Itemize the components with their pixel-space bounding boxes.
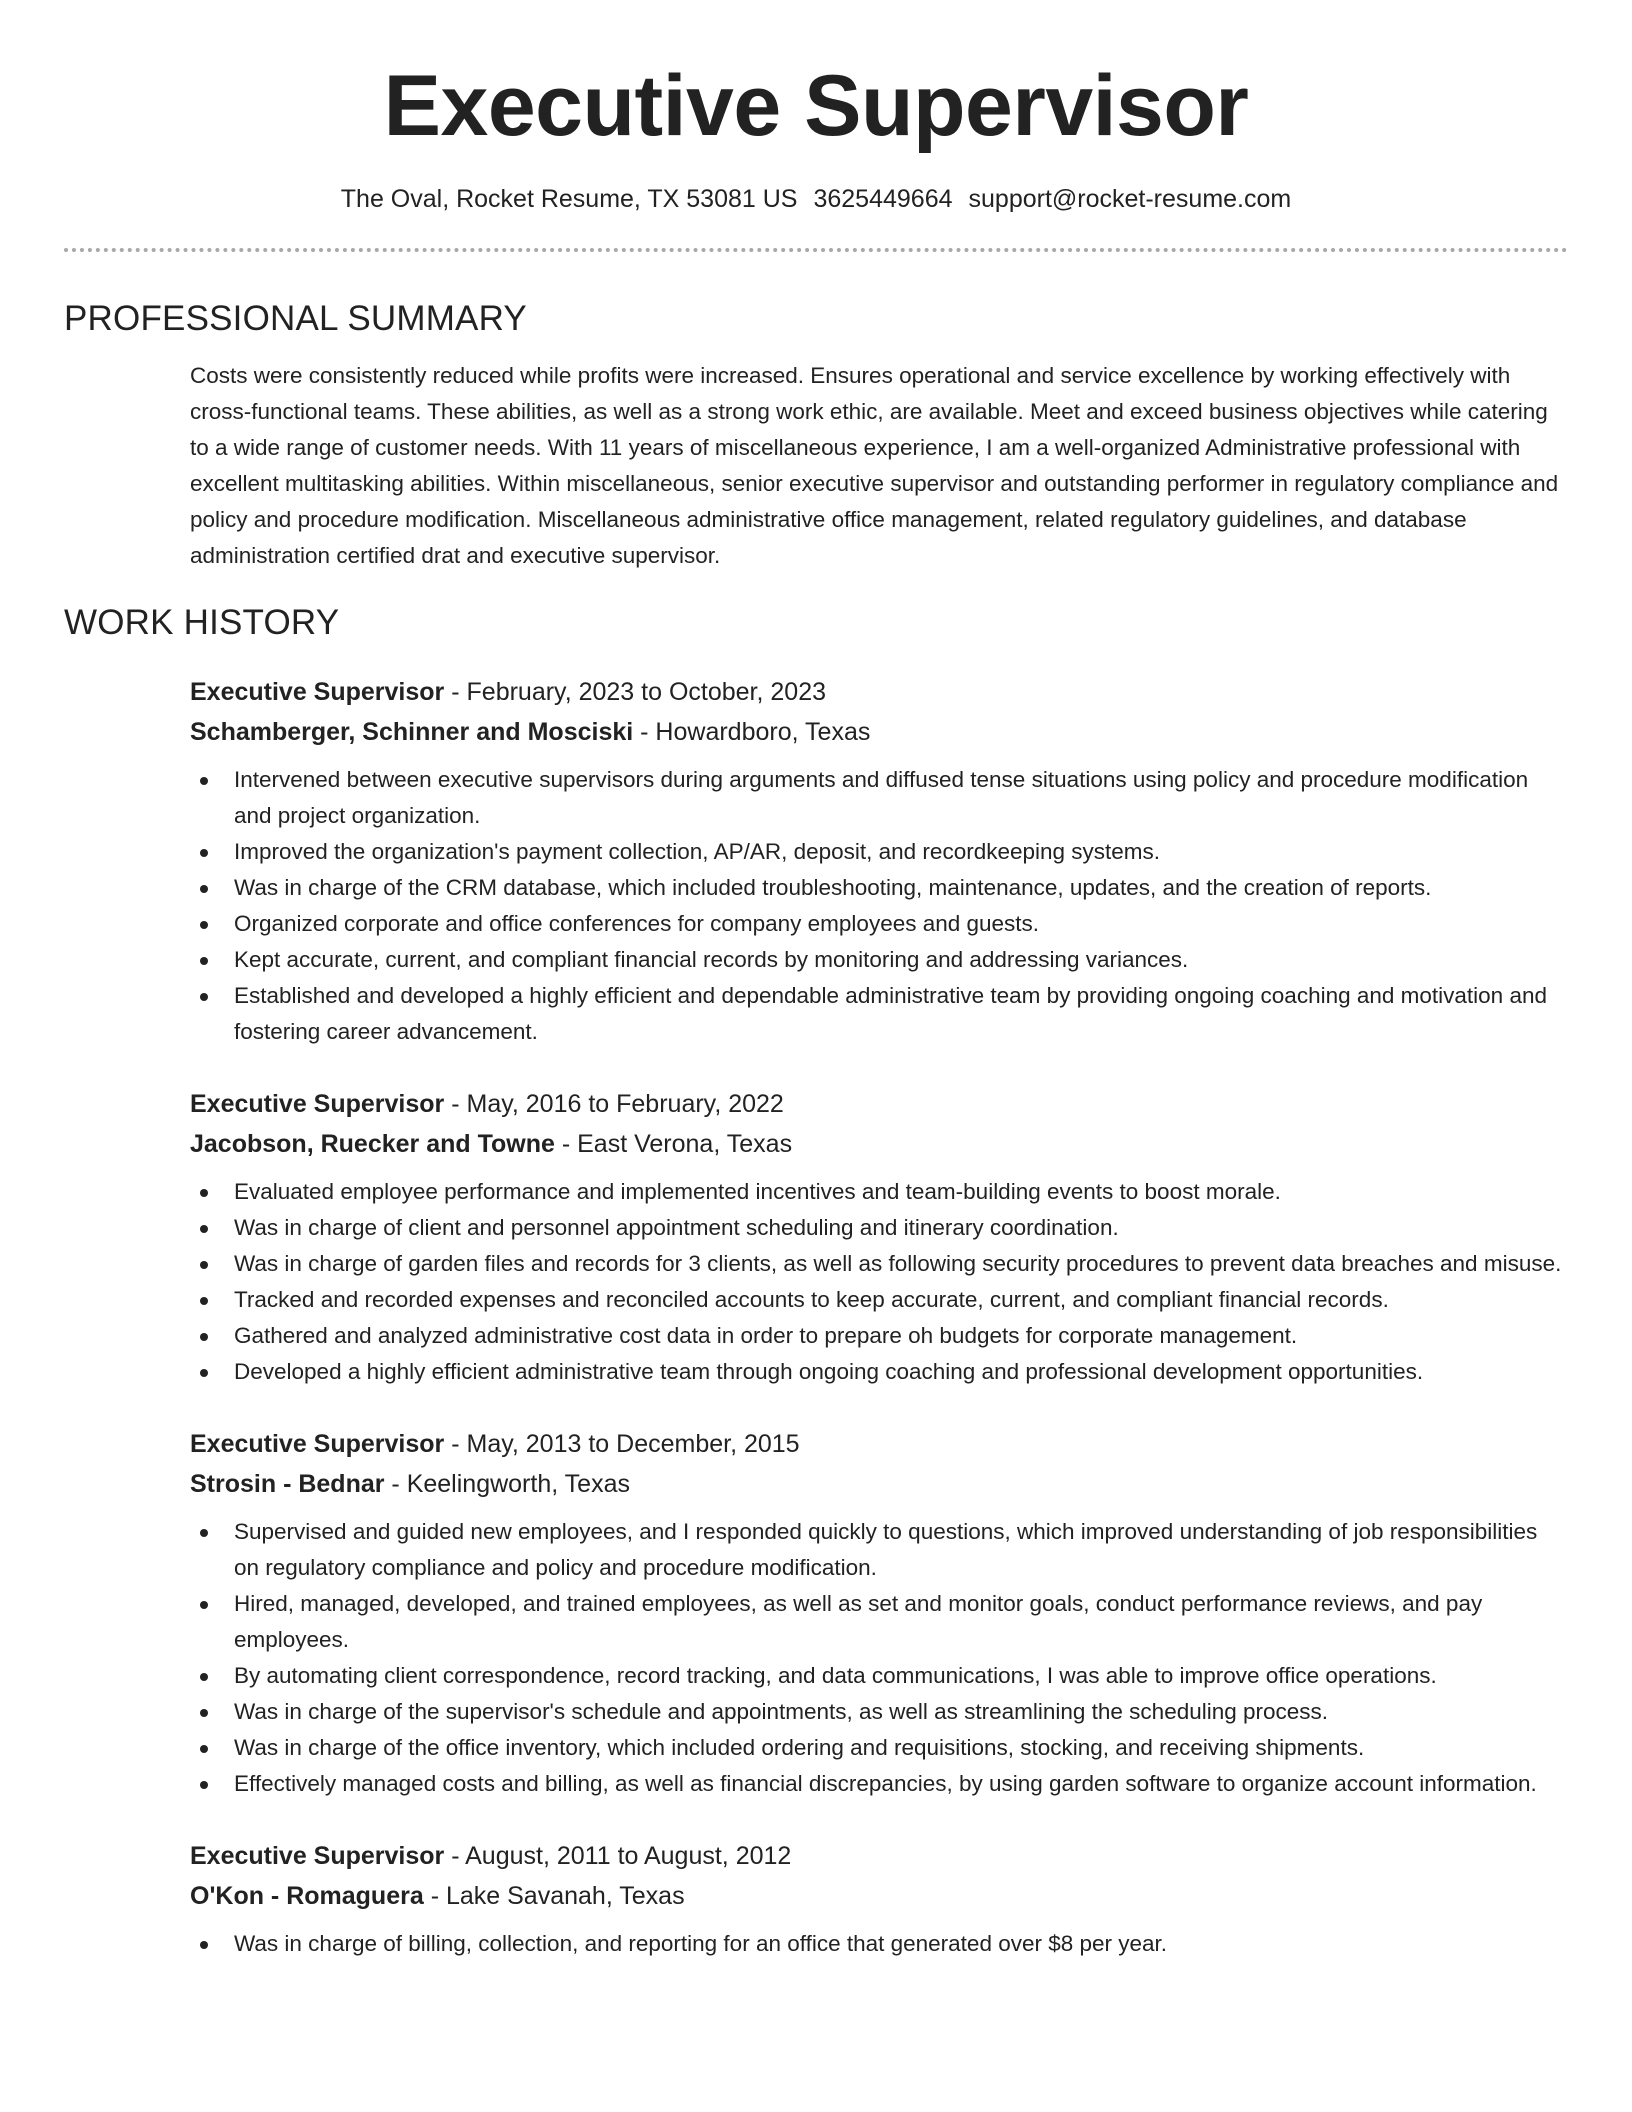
job-role: Executive Supervisor (190, 1430, 445, 1458)
contact-phone: 3625449664 (813, 185, 953, 213)
job-bullet-text: Was in charge of the supervisor's schedule and appointments, as well as streamlining the scheduling process. (234, 1699, 1329, 1724)
bullet-icon (200, 921, 208, 929)
job-bullet-text: Tracked and recorded expenses and reconciled accounts to keep accurate, current, and compliant financial records. (234, 1287, 1389, 1312)
job-bullet-text: Supervised and guided new employees, and I responded quickly to questions, which improved understanding of job responsibilities on regulatory compliance and policy and procedure modification. (234, 1519, 1538, 1580)
bullet-icon (200, 849, 208, 857)
bullet-icon (200, 1261, 208, 1269)
job-bullet-text: Gathered and analyzed administrative cost data in order to prepare oh budgets for corporate management. (234, 1323, 1298, 1348)
contact-address: The Oval, Rocket Resume, TX 53081 US (340, 185, 798, 213)
bullet-icon (200, 1529, 208, 1537)
bullet-icon (200, 957, 208, 965)
job-location: - Keelingworth, Texas (384, 1470, 630, 1498)
job-bullet (190, 906, 1568, 942)
job-bullet (190, 762, 1568, 834)
resume-name: Executive Supervisor (383, 58, 1249, 154)
bullet-icon (200, 1673, 208, 1681)
bullet-icon (200, 1333, 208, 1341)
job-bullet (190, 1926, 1568, 1962)
job-bullet (190, 1766, 1568, 1802)
job-location: - East Verona, Texas (554, 1130, 793, 1158)
job-bullet-text: Established and developed a highly efficient and dependable administrative team by providing ongoing coaching and motivation and fostering career advancement. (234, 983, 1547, 1044)
job-location: - Howardboro, Texas (633, 718, 871, 746)
job-bullet (190, 1318, 1568, 1354)
job-company-line (190, 1124, 1568, 1164)
job-company-line (190, 1876, 1568, 1916)
job-bullet-text: Was in charge of billing, collection, and reporting for an office that generated over $8 per year. (234, 1931, 1168, 1956)
job-company-line (190, 712, 1568, 752)
job-entry (190, 1424, 1568, 1802)
job-role: Executive Supervisor (190, 678, 445, 706)
header-divider (64, 248, 1568, 252)
job-bullet (190, 1246, 1568, 1282)
bullet-icon (200, 1709, 208, 1717)
bullet-icon (200, 1941, 208, 1949)
bullet-icon (200, 1781, 208, 1789)
job-title-line (190, 1836, 1568, 1876)
job-bullet-text: Kept accurate, current, and compliant financial records by monitoring and addressing variances. (234, 947, 1189, 972)
bullet-icon (200, 1189, 208, 1197)
job-bullet-text: By automating client correspondence, record tracking, and data communications, I was able to improve office operations. (234, 1663, 1437, 1688)
job-bullet-text: Was in charge of the CRM database, which included troubleshooting, maintenance, updates, and the creation of reports. (234, 875, 1432, 900)
job-title-line (190, 672, 1568, 712)
job-bullet (190, 870, 1568, 906)
job-bullet-text: Intervened between executive supervisors during arguments and diffused tense situations using policy and procedure modification and project organization. (234, 767, 1529, 828)
bullet-icon (200, 1369, 208, 1377)
job-bullet-text: Was in charge of the office inventory, which included ordering and requisitions, stocking, and receiving shipments. (234, 1735, 1365, 1760)
job-bullet-text: Was in charge of client and personnel appointment scheduling and itinerary coordination. (234, 1215, 1119, 1240)
job-bullet (190, 1730, 1568, 1766)
job-bullet-text: Was in charge of garden files and records for 3 clients, as well as following security procedures to prevent data breaches and misuse. (234, 1251, 1562, 1276)
job-bullet (190, 1514, 1568, 1586)
job-dates: - May, 2016 to February, 2022 (444, 1090, 784, 1118)
bullet-icon (200, 1601, 208, 1609)
job-bullet (190, 1210, 1568, 1246)
job-title-line (190, 1424, 1568, 1464)
summary-heading: PROFESSIONAL SUMMARY (64, 299, 527, 338)
job-entry (190, 1836, 1568, 1962)
job-bullet (190, 1354, 1568, 1390)
job-location: - Lake Savanah, Texas (423, 1882, 685, 1910)
bullet-icon (200, 1745, 208, 1753)
contact-line (64, 182, 1568, 216)
bullet-icon (200, 993, 208, 1001)
job-company-line (190, 1464, 1568, 1504)
work-history-list (190, 672, 1568, 1962)
job-bullet-text: Hired, managed, developed, and trained employees, as well as set and monitor goals, conduct performance reviews, and pay employees. (234, 1591, 1483, 1652)
job-role: Executive Supervisor (190, 1090, 445, 1118)
job-bullet (190, 942, 1568, 978)
job-company: Schamberger, Schinner and Mosciski (190, 718, 634, 746)
job-bullet-text: Developed a highly efficient administrative team through ongoing coaching and professional development opportunities. (234, 1359, 1424, 1384)
job-dates: - May, 2013 to December, 2015 (444, 1430, 800, 1458)
job-bullet-text: Improved the organization's payment collection, AP/AR, deposit, and recordkeeping systems. (234, 839, 1161, 864)
contact-email: support@rocket-resume.com (968, 185, 1292, 213)
resume-page (64, 0, 1568, 1962)
job-title-line (190, 1084, 1568, 1124)
job-role: Executive Supervisor (190, 1842, 445, 1870)
job-bullet (190, 978, 1568, 1050)
job-bullet-text: Effectively managed costs and billing, as well as financial discrepancies, by using garden software to organize account information. (234, 1771, 1537, 1796)
bullet-icon (200, 777, 208, 785)
job-bullet (190, 1694, 1568, 1730)
job-dates: - February, 2023 to October, 2023 (444, 678, 826, 706)
job-bullets (190, 1174, 1568, 1390)
job-bullet (190, 1658, 1568, 1694)
job-bullet (190, 1282, 1568, 1318)
work-history-heading: WORK HISTORY (64, 603, 340, 642)
job-bullet-text: Evaluated employee performance and implemented incentives and team-building events to boost morale. (234, 1179, 1281, 1204)
job-company: O'Kon - Romaguera (190, 1882, 424, 1910)
job-bullet (190, 1586, 1568, 1658)
summary-text: Costs were consistently reduced while profits were increased. Ensures operational and service excellence by working effectively with cross-functional teams. These abilities, as well as a strong work ethic, are available. Meet and exceed business objectives while catering to a wide range of customer needs. With 11 years of miscellaneous experience, I am a well-organized Administrative professional with excellent multitasking abilities. Within miscellaneous, senior executive supervisor and outstanding performer in regulatory compliance and policy and procedure modification. Miscellaneous administrative office management, related regulatory guidelines, and database administration certified drat and executive supervisor. (190, 363, 1559, 568)
job-bullets (190, 762, 1568, 1050)
job-bullet-text: Organized corporate and office conferences for company employees and guests. (234, 911, 1040, 936)
job-dates: - August, 2011 to August, 2012 (444, 1842, 792, 1870)
job-entry (190, 672, 1568, 1050)
bullet-icon (200, 885, 208, 893)
job-bullet (190, 1174, 1568, 1210)
bullet-icon (200, 1225, 208, 1233)
job-bullets (190, 1926, 1568, 1962)
job-entry (190, 1084, 1568, 1390)
job-company: Jacobson, Ruecker and Towne (190, 1130, 555, 1158)
job-bullet (190, 834, 1568, 870)
bullet-icon (200, 1297, 208, 1305)
job-bullets (190, 1514, 1568, 1802)
job-company: Strosin - Bednar (190, 1470, 385, 1498)
